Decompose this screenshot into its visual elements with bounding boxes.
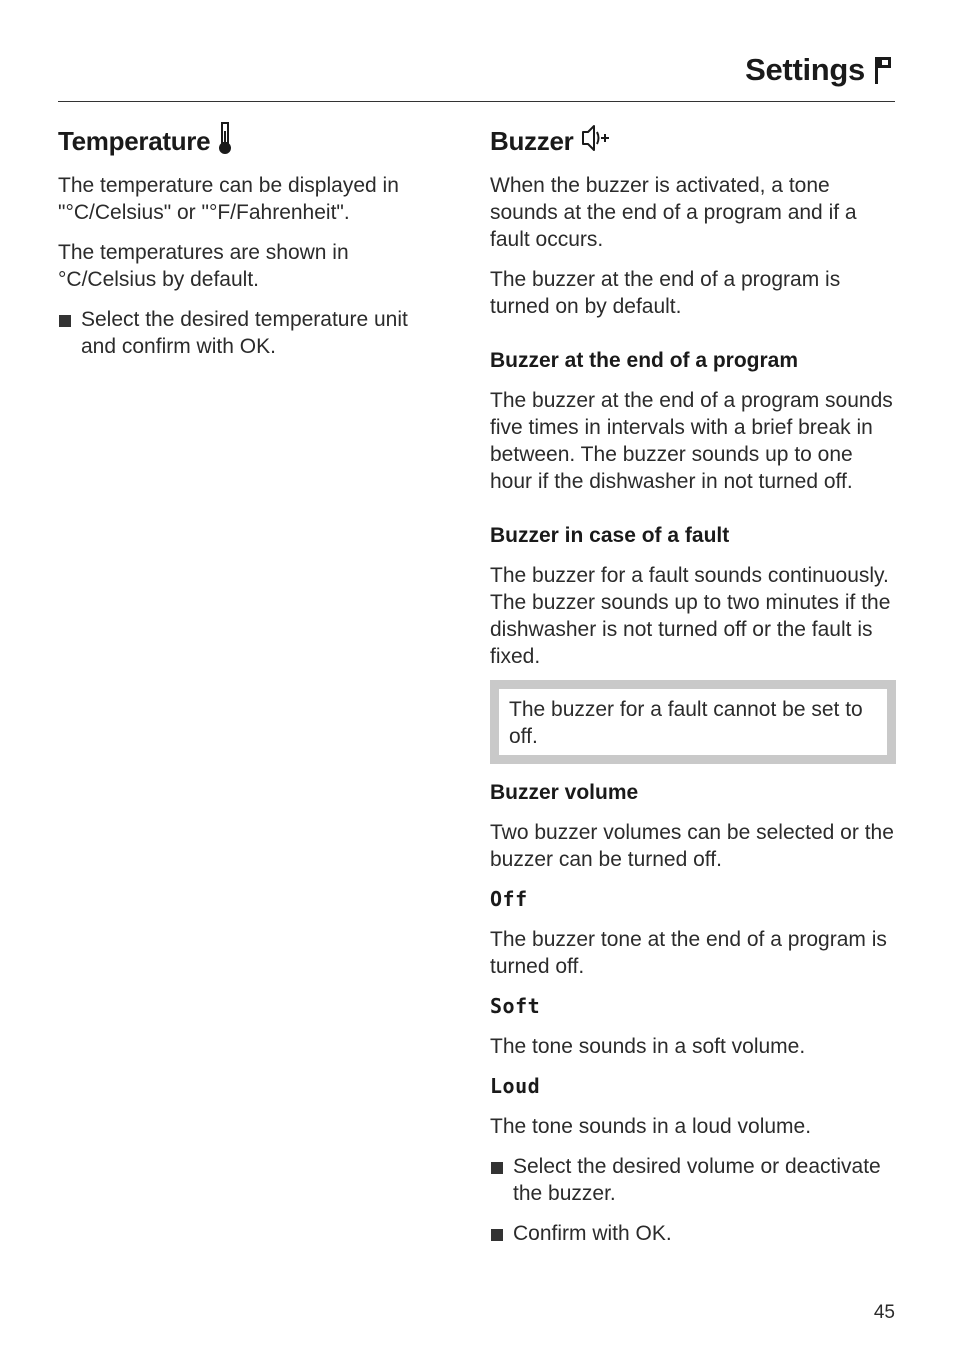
- buzzer-volume-heading: Buzzer volume: [490, 781, 639, 804]
- option-soft-label: Soft: [490, 994, 541, 1018]
- buzzer-end-heading: Buzzer at the end of a program: [490, 349, 799, 372]
- buzzer-heading-text: Buzzer: [490, 125, 574, 156]
- option-off-text: The buzzer tone at the end of a program is turned off.: [490, 928, 887, 978]
- buzzer-end-text: The buzzer at the end of a program sounds five times in intervals with a brief break in between. The buzzer sounds up to one hour if the dishwasher in not turned off.: [490, 389, 893, 493]
- note-box: [490, 680, 896, 764]
- temperature-heading-text: Temperature: [58, 125, 211, 156]
- buzzer-bullet-1-text: Select the desired volume or deactivate the buzzer.: [513, 1155, 881, 1205]
- note-text: The buzzer for a fault cannot be set to off.: [509, 698, 863, 748]
- temperature-paragraph-2: The temperatures are shown in °C/Celsius by default.: [58, 241, 349, 291]
- option-loud-text: The tone sounds in a loud volume.: [490, 1115, 812, 1138]
- speaker-icon: [579, 121, 611, 162]
- buzzer-paragraph-1: When the buzzer is activated, a tone sounds at the end of a program and if a fault occurs.: [490, 174, 857, 251]
- buzzer-bullet-2-text: Confirm with OK.: [513, 1222, 672, 1245]
- temperature-bullet-text: Select the desired temperature unit and confirm with OK.: [81, 308, 408, 358]
- page-header: [58, 48, 895, 102]
- buzzer-column: [490, 120, 896, 1247]
- buzzer-heading: [490, 120, 896, 162]
- bullet-square-icon: [490, 1220, 513, 1247]
- flag-icon: [873, 55, 895, 85]
- option-loud-label: Loud: [490, 1074, 541, 1098]
- bullet-square-icon: [58, 306, 81, 360]
- buzzer-volume-text: Two buzzer volumes can be selected or the buzzer can be turned off.: [490, 821, 894, 871]
- option-soft-text: The tone sounds in a soft volume.: [490, 1035, 806, 1058]
- temperature-heading: [58, 120, 448, 162]
- bullet-square-icon: [490, 1153, 513, 1207]
- buzzer-bullet-2: [490, 1220, 896, 1247]
- buzzer-paragraph-2: The buzzer at the end of a program is turned on by default.: [490, 268, 841, 318]
- page-title: Settings: [745, 52, 865, 87]
- page-number: 45: [873, 1302, 895, 1323]
- option-off-label: Off: [490, 887, 528, 911]
- buzzer-fault-text: The buzzer for a fault sounds continuously. The buzzer sounds up to two minutes if the dishwasher is not turned off or the fault is fixed.: [490, 564, 891, 668]
- temperature-column: [58, 120, 448, 360]
- temperature-paragraph-1: The temperature can be displayed in "°C/Celsius" or "°F/Fahrenheit".: [58, 174, 399, 224]
- buzzer-bullet-1: [490, 1153, 896, 1207]
- header-title-group: [745, 52, 895, 88]
- buzzer-fault-heading: Buzzer in case of a fault: [490, 524, 730, 547]
- thermometer-icon: [216, 121, 234, 162]
- temperature-bullet-1: [58, 306, 448, 360]
